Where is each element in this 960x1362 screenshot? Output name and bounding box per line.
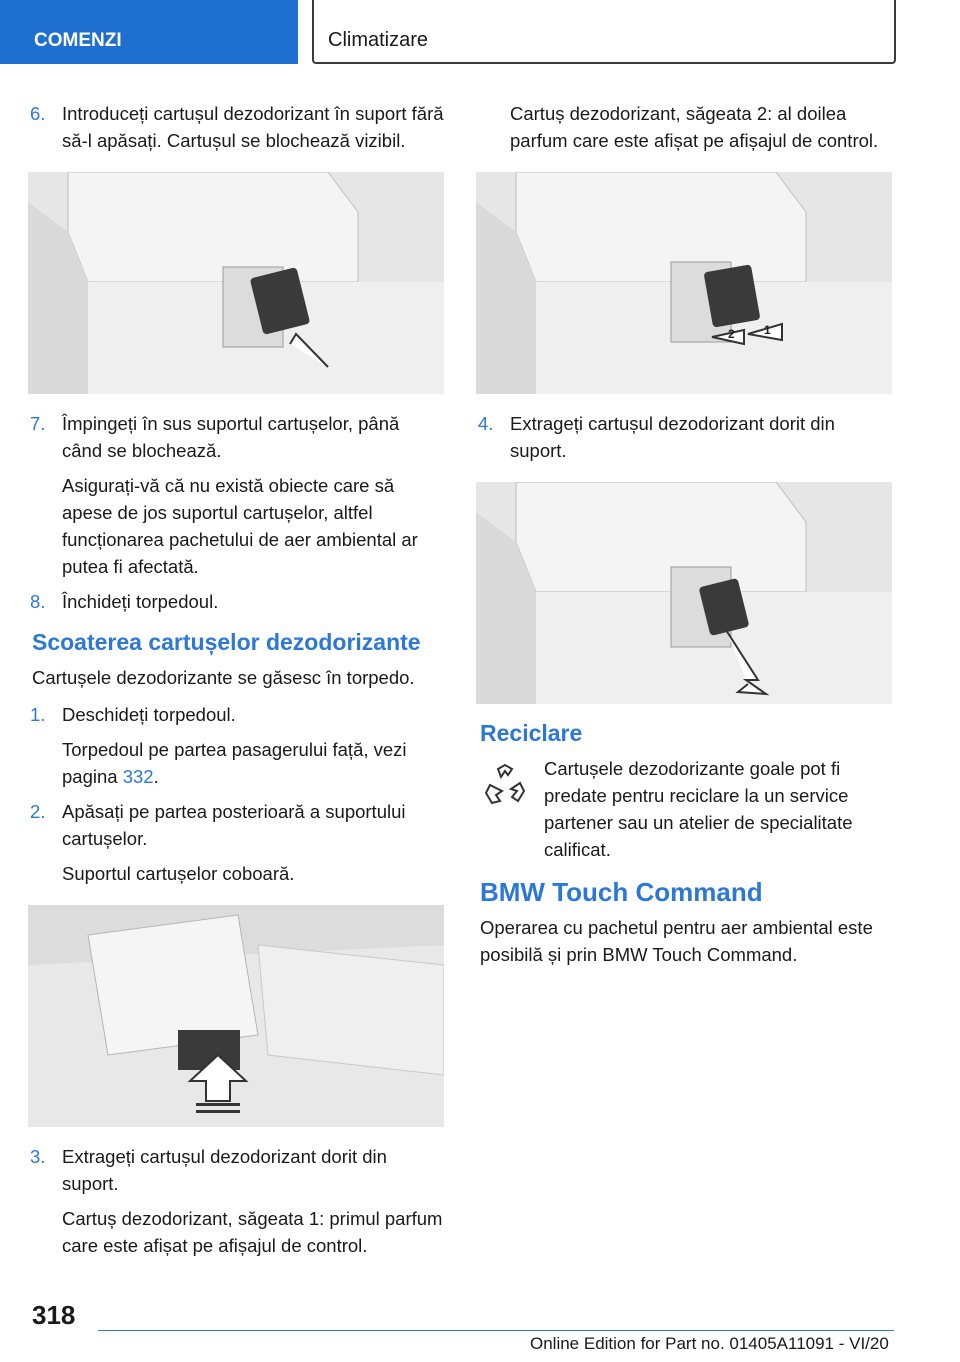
holder-illustration [28,905,444,1127]
footer-edition: Online Edition for Part no. 01405A11091 - VI/20 [530,1334,889,1353]
left-column [28,100,444,1267]
section-intro: Cartușele dezodorizante se găsesc în torpedo. [32,667,415,688]
arrow-2-label: 2 [728,327,735,341]
step-1-note [28,736,444,790]
continuation-note: Cartuș dezodorizant, săgeata 2: al doilea parfum care este afișat pe afișajul de control. [510,103,879,151]
footer-rule [98,1330,894,1331]
arrow-1-label: 1 [764,323,771,337]
section-heading-recycle: Reciclare [480,720,583,746]
step-3-note: Cartuș dezodorizant, săgeata 1: primul parfum care este afișat pe afișajul de control. [62,1208,443,1256]
step-2 [28,798,444,852]
arrows-illustration [476,172,892,394]
step-text: Extrageți cartușul dezodorizant dorit din suport. [62,1146,387,1194]
step-number: 1. [30,704,46,725]
step-3 [28,1143,444,1197]
step-text: Introduceți cartușul dezodorizant în suport fără să-l apăsați. Cartușul se blochează vizibil. [62,103,444,151]
step-number: 7. [30,413,46,434]
recycle-text: Cartușele dezodorizante goale pot fi predate pentru reciclare la un service partener sau un atelier de specialitate calificat. [544,758,853,860]
page-link-332[interactable]: 332 [122,766,154,787]
step-2-note: Suportul cartușelor coboară. [62,863,295,884]
step-number: 2. [30,801,46,822]
step-text: Extrageți cartușul dezodorizant dorit din suport. [510,413,835,461]
glovebox-illustration [28,172,444,394]
step-text: Închideți torpedoul. [62,591,219,612]
step-7-note: Asigurați-vă că nu există obiecte care să apese de jos suportul cartușelor, altfel funcționarea pachetului de aer ambiental ar putea fi afectată. [62,475,418,577]
bmw-text: Operarea cu pachetul pentru aer ambiental este posibilă și prin BMW Touch Command. [480,917,873,965]
chapter-tab: Climatizare [312,0,896,64]
extract-illustration [476,482,892,704]
section-tab: COMENZI [0,0,298,64]
section-heading-bmw: BMW Touch Command [480,877,763,907]
note-text-end: . [153,766,159,787]
step-8 [28,588,444,615]
figure-arrows-1-2 [476,172,892,394]
step-number: 6. [30,103,46,124]
step-number: 4. [478,413,494,434]
section-heading-remove: Scoaterea cartușelor dezodorizante [32,629,421,655]
figure-extract [476,482,892,704]
page-number: 318 [32,1300,76,1330]
figure-insert-cartridge [28,172,444,394]
step-4 [476,410,892,464]
step-number: 8. [30,591,46,612]
step-number: 3. [30,1146,46,1167]
right-column [476,100,892,978]
step-text: Împingeți în sus suportul cartușelor, până când se blochează. [62,413,400,461]
step-7 [28,410,444,464]
step-text: Apăsați pe partea posterioară a suportului cartușelor. [62,801,406,849]
step-text: Deschideți torpedoul. [62,704,236,725]
note-text: Torpedoul pe partea pasagerului față, vezi pagina [62,739,407,787]
step-6 [28,100,444,154]
recycle-icon [480,761,530,811]
recycle-note [476,755,892,863]
figure-press-holder [28,905,444,1127]
step-1 [28,701,444,728]
